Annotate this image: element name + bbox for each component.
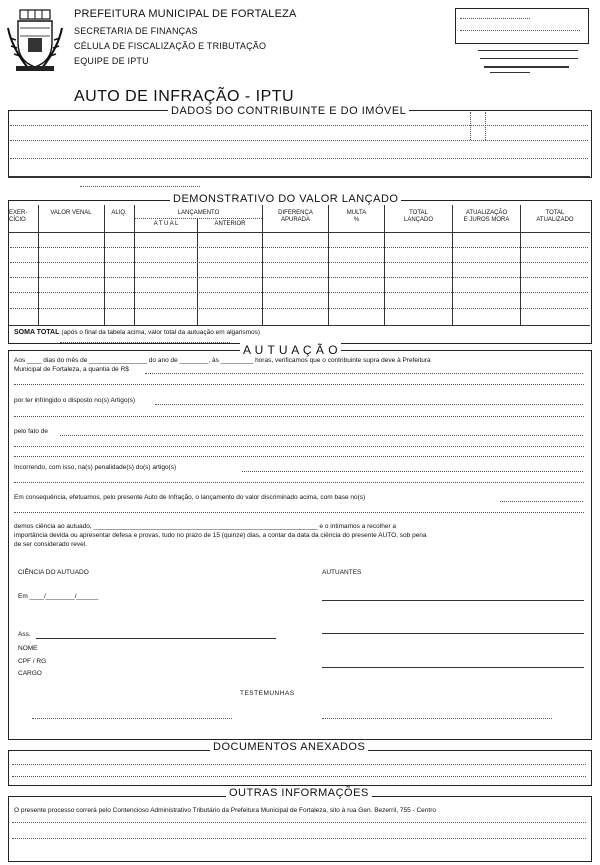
page-title: AUTO DE INFRAÇÃO - IPTU (74, 88, 295, 105)
em-date-field[interactable]: Em ____/________/______ (18, 593, 99, 600)
autuacao-p6c: de ser considerado revel. (14, 541, 87, 548)
nome-label: NOME (18, 645, 38, 652)
col-atualizacao: ATUALIZAÇÃO E JUROS MORA (463, 210, 510, 223)
signature-line (484, 66, 569, 68)
field-line (242, 471, 583, 472)
header-city: PREFEITURA MUNICIPAL DE FORTALEZA (74, 8, 297, 20)
outras-text: O presente processo correrá pelo Contencioso Administrativo Tributário da Prefeitura Municipal de Fortaleza, sito à rua Gen. Bezerril, 755 - Centro (14, 807, 436, 814)
col-lancamento: LANÇAMENTO (177, 210, 220, 216)
autuacao-p6a: demos ciência ao autuado, ______________________________________________________________ e o intimamos a recolher a (14, 523, 397, 530)
autuacao-p3: pelo fato de (14, 428, 48, 435)
field-line (14, 446, 584, 447)
signature-line (478, 50, 578, 51)
ass-label: Ass. (18, 631, 31, 638)
signature-line (322, 633, 584, 634)
autuacao-p2: por ter infringido o disposto no(s) Artigo(s) (14, 397, 136, 404)
table-row-divider (10, 308, 588, 309)
table-row-divider (10, 277, 588, 278)
autuacao-p1b: Municipal de Fortaleza, a quantia de R$ (14, 366, 129, 373)
table-row-divider (8, 325, 590, 326)
col-valor-venal: VALOR VENAL (50, 210, 92, 216)
cargo-label: CARGO (18, 670, 42, 677)
header-celula: CÉLULA DE FISCALIZAÇÃO E TRIBUTAÇÃO (74, 41, 267, 51)
col-divider (38, 205, 39, 325)
stamp-line (460, 30, 580, 31)
table-row-divider (10, 292, 588, 293)
col-multa: MULTA % (346, 210, 367, 223)
autuantes-label: AUTUANTES (322, 569, 362, 576)
header-secretaria: SECRETARIA DE FINANÇAS (74, 26, 198, 36)
section-title-dados: DADOS DO CONTRIBUINTE E DO IMÓVEL (168, 105, 409, 117)
field-line (14, 482, 584, 483)
col-anterior: ANTERIOR (214, 221, 246, 227)
section-title-documentos: DOCUMENTOS ANEXADOS (210, 741, 368, 753)
col-diferenca: DIFERENÇA APURADA (278, 210, 313, 223)
field-line (14, 456, 584, 457)
field-divider (485, 112, 486, 140)
autuacao-p6b: importância devida ou apresentar defesa e provas, tudo no prazo de 15 (quinze) dias, a contar da data da ciência do presente AUTO, sob pena (14, 532, 427, 539)
col-total-lancado: TOTAL LANÇADO (403, 210, 433, 223)
soma-total-label (14, 328, 260, 337)
col-total-atualizado: TOTAL ATUALIZADO (536, 210, 574, 223)
autuacao-p5: Em consequência, efetuamos, pelo presente Auto de Infração, o lançamento do valor discriminado acima, com base no(s) (14, 494, 366, 501)
autuacao-p1a: Aos ____ dias do mês de ________________ do ano de ________, às _________ horas, verificamos que o contribuinte supra deve à Prefeitura (14, 357, 431, 364)
autuacao-section-box (8, 350, 592, 740)
section-title-autuacao: A U T U A Ç Ã O (240, 343, 341, 357)
field-line (14, 416, 584, 417)
documentos-section-box (8, 750, 592, 786)
signature-line (480, 58, 578, 59)
col-divider (104, 205, 105, 325)
field-line (10, 125, 588, 126)
col-atual: A T U A L (153, 221, 179, 227)
field-line (12, 776, 586, 777)
field-line (80, 186, 200, 187)
field-line (12, 822, 586, 823)
soma-total-text: SOMA TOTAL (14, 329, 60, 336)
coat-of-arms-logo (6, 8, 64, 72)
field-line (60, 435, 583, 436)
testemunhas-label: TESTEMUNHAS (240, 690, 295, 697)
stamp-line (460, 18, 530, 19)
field-line (500, 501, 583, 502)
autuacao-p4: Incorrendo, com isso, na(s) penalidade(s) do(s) artigo(s) (14, 464, 177, 471)
signature-line (32, 718, 232, 719)
table-row-divider (8, 232, 590, 233)
field-line (10, 140, 588, 141)
field-line (14, 512, 584, 513)
field-line (14, 384, 584, 385)
dados-section-box (8, 110, 592, 178)
protocol-stamp-box (455, 8, 589, 44)
table-row-divider (10, 262, 588, 263)
signature-line (322, 667, 584, 668)
field-line (145, 373, 583, 374)
header-equipe: EQUIPE DE IPTU (74, 56, 149, 66)
field-line (12, 764, 586, 765)
section-title-demonstrativo: DEMONSTRATIVO DO VALOR LANÇADO (170, 193, 401, 205)
col-aliq: ALIQ. (111, 210, 127, 216)
field-line (10, 158, 588, 159)
soma-total-note: (após o final da tabela acima, valor total da autuação em algarismos) (61, 329, 261, 336)
signature-line (322, 718, 552, 719)
signature-line (490, 72, 530, 73)
field-divider (470, 112, 471, 140)
field-line (155, 404, 583, 405)
field-line (60, 342, 230, 343)
signature-line (36, 638, 276, 639)
section-separator (8, 176, 590, 178)
cpf-label: CPF / RG (18, 658, 47, 665)
col-subdivider (134, 218, 262, 219)
signature-line (322, 600, 584, 601)
section-title-outras: OUTRAS INFORMAÇÕES (226, 787, 372, 799)
field-line (12, 838, 586, 839)
ciencia-label: CIÊNCIA DO AUTUADO (18, 569, 89, 576)
col-exercicio: EXER- CÍCIO (9, 210, 28, 223)
outras-section-box (8, 796, 592, 862)
table-row-divider (10, 247, 588, 248)
